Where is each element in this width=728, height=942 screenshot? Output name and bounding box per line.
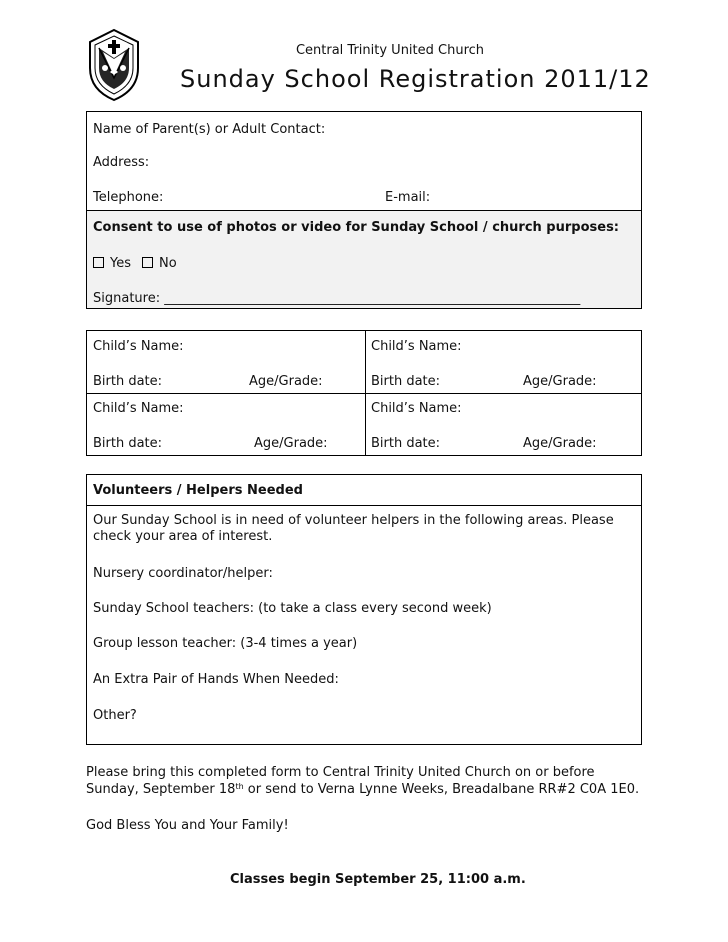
instructions-address: or send to Verna Lynne Weeks, Breadalbane RR#2 C0A 1E0. bbox=[243, 782, 640, 797]
volunteers-intro: Our Sunday School is in need of volunteer helpers in the following areas. Please bbox=[93, 513, 614, 528]
volunteer-option[interactable]: Nursery coordinator/helper: bbox=[93, 566, 273, 581]
volunteer-option[interactable]: Group lesson teacher: (3-4 times a year) bbox=[93, 636, 358, 651]
email-label: E-mail: bbox=[385, 190, 431, 205]
consent-heading: Consent to use of photos or video for Sunday School / church purposes: bbox=[93, 220, 620, 235]
child-2-birth-label: Birth date: bbox=[371, 374, 441, 389]
volunteers-intro-line2: check your area of interest. bbox=[93, 529, 273, 544]
yes-label: Yes bbox=[110, 256, 131, 271]
volunteers-header-divider bbox=[87, 505, 641, 506]
page-title: Sunday School Registration 2011/12 bbox=[180, 65, 651, 93]
telephone-label: Telephone: bbox=[93, 190, 164, 205]
no-checkbox[interactable] bbox=[142, 257, 153, 268]
parent-name-label: Name of Parent(s) or Adult Contact: bbox=[93, 122, 326, 137]
consent-yes-option[interactable] bbox=[93, 256, 131, 272]
classes-begin-notice: Classes begin September 25, 11:00 a.m. bbox=[230, 872, 526, 887]
consent-no-option[interactable] bbox=[142, 256, 177, 272]
instructions-line1: Please bring this completed form to Central Trinity United Church on or before bbox=[86, 765, 595, 780]
child-3-name-label: Child’s Name: bbox=[93, 401, 184, 416]
church-crest-logo bbox=[88, 28, 140, 102]
instructions-date: Sunday, September 18 bbox=[86, 782, 236, 797]
row-divider bbox=[87, 393, 641, 394]
no-label: No bbox=[159, 256, 177, 271]
ordinal-suffix: th bbox=[235, 782, 244, 791]
yes-checkbox[interactable] bbox=[93, 257, 104, 268]
blessing-text: God Bless You and Your Family! bbox=[86, 818, 289, 833]
volunteer-option[interactable]: An Extra Pair of Hands When Needed: bbox=[93, 672, 339, 687]
child-1-name-label: Child’s Name: bbox=[93, 339, 184, 354]
child-4-birth-label: Birth date: bbox=[371, 436, 441, 451]
consent-section bbox=[86, 210, 642, 309]
signature-line[interactable]: Signature: ________________________________________________________________ bbox=[93, 291, 581, 306]
child-1-birth-label: Birth date: bbox=[93, 374, 163, 389]
child-2-age-label: Age/Grade: bbox=[523, 374, 597, 389]
church-name: Central Trinity United Church bbox=[295, 43, 485, 58]
child-3-birth-label: Birth date: bbox=[93, 436, 163, 451]
volunteers-section bbox=[86, 474, 642, 745]
volunteer-option[interactable]: Other? bbox=[93, 708, 137, 723]
instructions-line2 bbox=[86, 782, 639, 798]
child-1-age-label: Age/Grade: bbox=[249, 374, 323, 389]
address-label: Address: bbox=[93, 155, 150, 170]
child-4-name-label: Child’s Name: bbox=[371, 401, 462, 416]
volunteers-heading: Volunteers / Helpers Needed bbox=[93, 483, 303, 498]
child-3-age-label: Age/Grade: bbox=[254, 436, 328, 451]
volunteer-option[interactable]: Sunday School teachers: (to take a class every second week) bbox=[93, 601, 492, 616]
contact-section bbox=[86, 111, 642, 211]
children-section bbox=[86, 330, 642, 456]
child-4-age-label: Age/Grade: bbox=[523, 436, 597, 451]
child-2-name-label: Child’s Name: bbox=[371, 339, 462, 354]
